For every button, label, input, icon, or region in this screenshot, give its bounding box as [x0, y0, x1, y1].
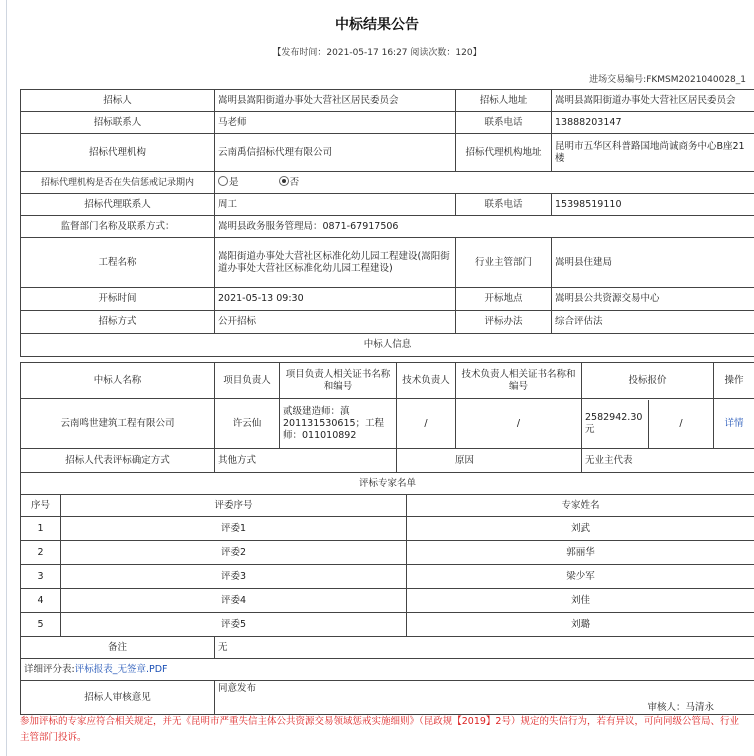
winner-header-row [21, 363, 754, 399]
table-row [21, 681, 754, 715]
col-expert-name: 专家姓名 [407, 495, 754, 517]
tenderer-label: 招标人 [21, 90, 215, 112]
report-link[interactable]: 评标报表_无签章.PDF [74, 663, 168, 675]
review-label: 招标人审核意见 [21, 681, 215, 715]
table-row [21, 238, 754, 288]
table-row [21, 216, 754, 238]
phone-label: 联系电话 [456, 112, 552, 134]
contact-label: 招标联系人 [21, 112, 215, 134]
table-row [21, 589, 754, 613]
report-label: 详细评分表: [24, 663, 75, 675]
table-row [21, 613, 754, 637]
table-row [21, 473, 754, 495]
expert-name: 刘佳 [407, 589, 754, 613]
expert-name: 梁少军 [407, 565, 754, 589]
project-label: 工程名称 [21, 238, 215, 288]
open-time-value: 2021-05-13 09:30 [215, 288, 456, 311]
details-link[interactable]: 详情 [714, 399, 754, 449]
table-row [21, 334, 754, 357]
col-tech-cert: 技术负责人相关证书名称和编号 [456, 363, 582, 399]
table-row [21, 565, 754, 589]
tenderer-addr-value: 嵩明县嵩阳街道办事处大营社区居民委员会 [552, 90, 754, 112]
table-row [21, 134, 754, 172]
agency-contact-value: 周工 [215, 194, 456, 216]
info-table [20, 89, 754, 357]
winner-tech-cert: / [456, 399, 582, 449]
expert-no: 3 [21, 565, 61, 589]
open-place-label: 开标地点 [456, 288, 552, 311]
footer-table [20, 636, 754, 715]
publish-meta: 【发布时间：2021-05-17 16:27 阅读次数：120】 [272, 48, 482, 58]
agency-contact-label: 招标代理联系人 [21, 194, 215, 216]
table-row [21, 541, 754, 565]
table-row [21, 194, 754, 216]
col-winner-name: 中标人名称 [21, 363, 215, 399]
winner-price: 2582942.30元 [582, 400, 649, 448]
expert-name: 刘武 [407, 517, 754, 541]
radio-no[interactable] [279, 176, 289, 186]
expert-section-title: 评标专家名单 [21, 473, 754, 495]
expert-no: 5 [21, 613, 61, 637]
industry-label: 行业主管部门 [456, 238, 552, 288]
winner-price-extra: / [679, 417, 683, 429]
col-no: 序号 [21, 495, 61, 517]
agency-addr-value: 昆明市五华区科普路国地尚诚商务中心B座21楼 [552, 134, 754, 172]
expert-seq: 评委2 [61, 541, 407, 565]
winner-price-cell [582, 399, 714, 449]
expert-name: 刘璐 [407, 613, 754, 637]
rep-method-value: 其他方式 [215, 449, 397, 473]
table-row [21, 517, 754, 541]
method-row [21, 449, 754, 473]
dishonest-label: 招标代理机构是否在失信惩戒记录期内 [21, 172, 215, 194]
phone-value: 13888203147 [552, 112, 754, 134]
col-pm-cert: 项目负责人相关证书名称和编号 [280, 363, 397, 399]
winner-section-title: 中标人信息 [21, 334, 754, 357]
remark-label: 备注 [21, 637, 215, 659]
agency-label: 招标代理机构 [21, 134, 215, 172]
expert-seq: 评委5 [61, 613, 407, 637]
expert-header-row [21, 495, 754, 517]
supervisor-value: 嵩明县政务服务管理局：0871-67917506 [215, 216, 754, 238]
winner-name: 云南鸣世建筑工程有限公司 [21, 399, 215, 449]
col-price: 投标报价 [582, 363, 714, 399]
agency-value: 云南禹信招标代理有限公司 [215, 134, 456, 172]
method-label: 招标方式 [21, 311, 215, 334]
expert-seq: 评委1 [61, 517, 407, 541]
experts-table [20, 472, 754, 637]
open-time-label: 开标时间 [21, 288, 215, 311]
report-cell [21, 659, 754, 681]
col-pm: 项目负责人 [215, 363, 280, 399]
table-row [21, 90, 754, 112]
project-value: 嵩阳街道办事处大营社区标准化幼儿园工程建设(嵩阳街道办事处大营社区标准化幼儿园工程建设) [215, 238, 456, 288]
trade-number: 进场交易编号:FKMSM2021040028_1 [589, 75, 746, 85]
col-tech: 技术负责人 [397, 363, 456, 399]
eval-label: 评标办法 [456, 311, 552, 334]
expert-no: 1 [21, 517, 61, 541]
expert-name: 郭丽华 [407, 541, 754, 565]
contact-value: 马老师 [215, 112, 456, 134]
col-seq: 评委序号 [61, 495, 407, 517]
winner-tech: / [397, 399, 456, 449]
method-value: 公开招标 [215, 311, 456, 334]
reviewer: 审核人：马清永 [647, 702, 714, 713]
supervisor-label: 监督部门名称及联系方式： [21, 216, 215, 238]
review-cell [215, 681, 754, 715]
expert-seq: 评委3 [61, 565, 407, 589]
radio-yes[interactable] [218, 176, 228, 186]
reason-label: 原因 [397, 449, 582, 473]
expert-no: 4 [21, 589, 61, 613]
radio-no-label: 否 [289, 177, 300, 188]
dishonest-options [215, 172, 754, 194]
col-action: 操作 [714, 363, 754, 399]
table-row [21, 172, 754, 194]
tenderer-addr-label: 招标人地址 [456, 90, 552, 112]
open-place-value: 嵩明县公共资源交易中心 [552, 288, 754, 311]
remark-value: 无 [215, 637, 754, 659]
page-title: 中标结果公告 [335, 17, 419, 33]
review-value: 同意发布 [218, 683, 257, 694]
winner-pm: 许云仙 [215, 399, 280, 449]
winner-table [20, 362, 754, 473]
industry-value: 嵩明县住建局 [552, 238, 754, 288]
table-row [21, 659, 754, 681]
winner-pm-cert: 贰级建造师：滇201131530615；工程师：011010892 [280, 399, 397, 449]
reason-value: 无业主代表 [582, 449, 754, 473]
radio-yes-label: 是 [229, 177, 239, 188]
tenderer-value: 嵩明县嵩阳街道办事处大营社区居民委员会 [215, 90, 456, 112]
table-row [21, 112, 754, 134]
notice-text: 参加评标的专家应符合相关规定，并无《昆明市严重失信主体公共资源交易领域惩戒实施细则》（昆政规【2019】2号）规定的失信行为，若有异议，可向同级公管局、行业主管部门投诉。 [20, 716, 739, 743]
agency-phone-label: 联系电话 [456, 194, 552, 216]
expert-no: 2 [21, 541, 61, 565]
table-row [21, 637, 754, 659]
agency-phone-value: 15398519110 [552, 194, 754, 216]
table-row [21, 311, 754, 334]
expert-seq: 评委4 [61, 589, 407, 613]
rep-method-label: 招标人代表评标确定方式 [21, 449, 215, 473]
eval-value: 综合评估法 [552, 311, 754, 334]
winner-row [21, 399, 754, 449]
table-row [21, 288, 754, 311]
agency-addr-label: 招标代理机构地址 [456, 134, 552, 172]
